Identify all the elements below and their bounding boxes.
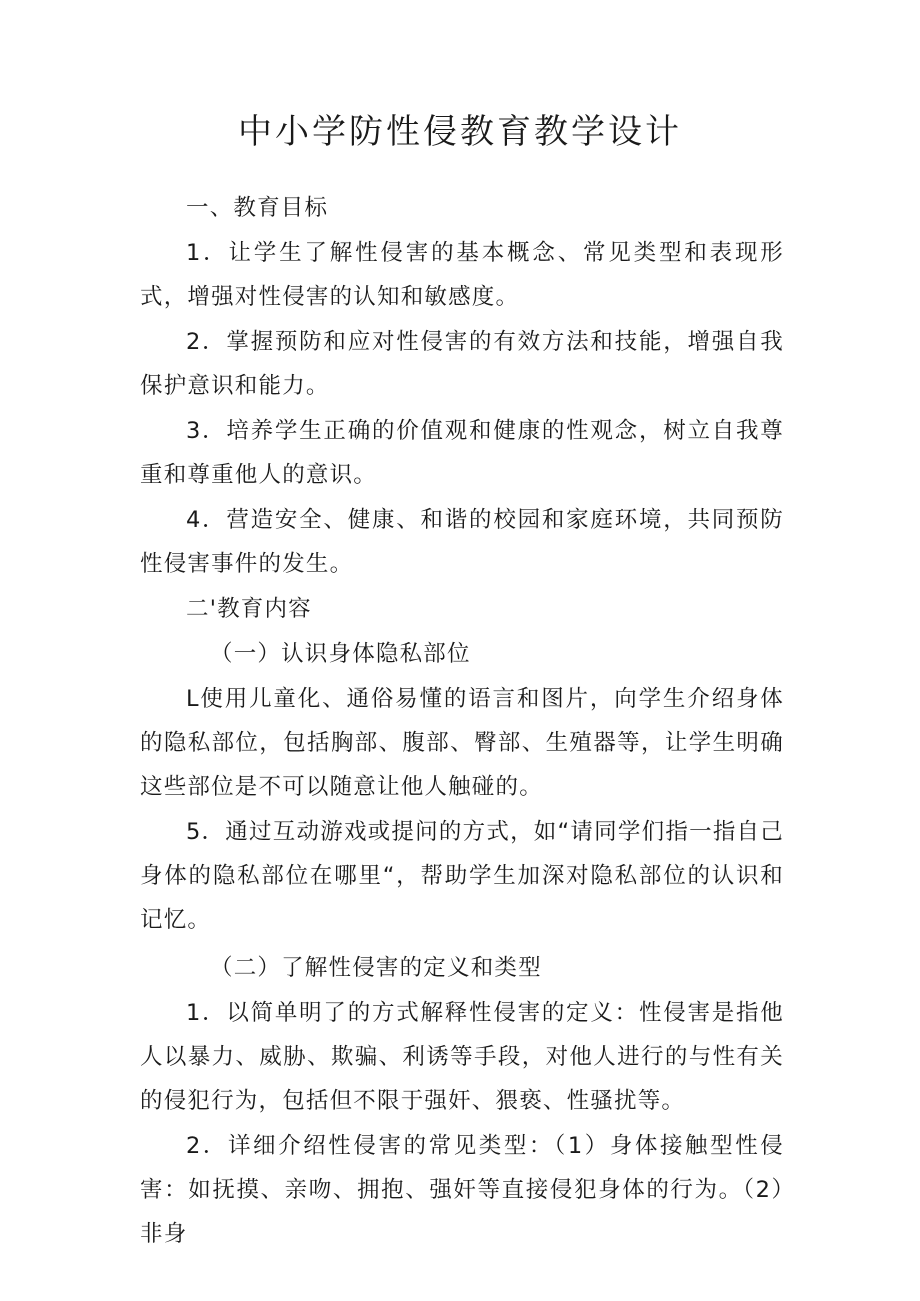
- subsection-heading-2: （二）了解性侵害的定义和类型: [210, 955, 542, 981]
- section-heading-content: 二'教育内容: [186, 596, 312, 622]
- section-heading-goals: 一、教育目标: [186, 195, 329, 221]
- document-title: 中小学防性侵教育教学设计: [238, 112, 682, 152]
- content-paragraph-1: L使用儿童化、通俗易懂的语言和图片，向学生介绍身体的隐私部位，包括胸部、腹部、臀部、生殖器等，让学生明确这些部位是不可以随意让他人触碰的。: [140, 686, 784, 800]
- goal-paragraph-3: 3．培养学生正确的价值观和健康的性观念，树立自我尊重和尊重他人的意识。: [140, 418, 784, 488]
- content-paragraph-2: 5．通过互动游戏或提问的方式，如“请同学们指一指自己身体的隐私部位在哪里“，帮助学生加深对隐私部位的认识和记忆。: [140, 819, 784, 933]
- content-paragraph-3: 1．以简单明了的方式解释性侵害的定义：性侵害是指他人以暴力、威胁、欺骗、利诱等手段，对他人进行的与性有关的侵犯行为，包括但不限于强奸、猥亵、性骚扰等。: [140, 1000, 784, 1114]
- goal-paragraph-2: 2．掌握预防和应对性侵害的有效方法和技能，增强自我保护意识和能力。: [140, 329, 784, 399]
- document-body: [140, 186, 784, 1257]
- goal-paragraph-1: 1．让学生了解性侵害的基本概念、常见类型和表现形式，增强对性侵害的认知和敏感度。: [140, 240, 784, 310]
- subsection-heading-1: （一）认识身体隐私部位: [210, 641, 471, 667]
- content-paragraph-4: 2．详细介绍性侵害的常见类型：（1）身体接触型性侵害：如抚摸、亲吻、拥抱、强奸等直接侵犯身体的行为。（2）非身: [140, 1133, 784, 1247]
- goal-paragraph-4: 4．营造安全、健康、和谐的校园和家庭环境，共同预防性侵害事件的发生。: [140, 507, 784, 577]
